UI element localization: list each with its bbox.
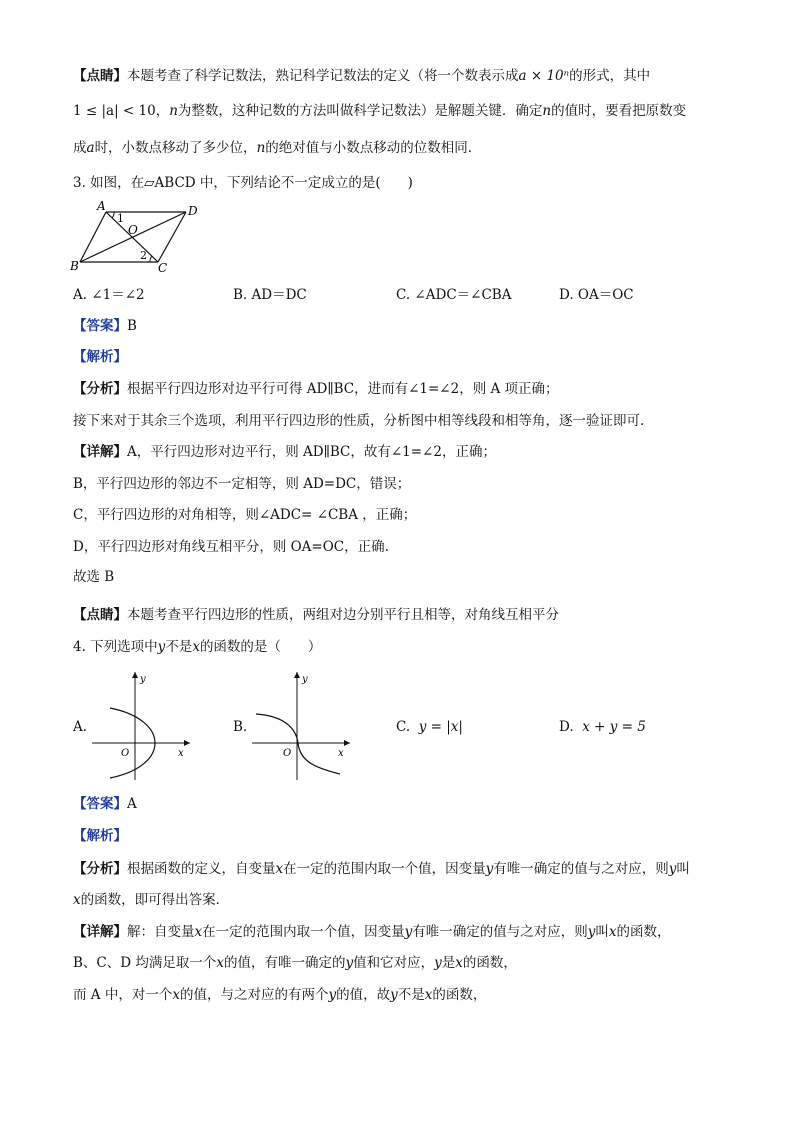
- edge-dc: [158, 212, 186, 262]
- q3-detail-2: B，平行四边形的邻边不一定相等，则 AD=DC，错误；: [73, 476, 411, 492]
- graph-a-origin: O: [121, 748, 130, 759]
- q4-fenxi-1: 【分析】根据函数的定义，自变量x在一定的范围内取一个值，因变量y有唯一确定的值与之对应，则y叫: [73, 861, 690, 877]
- q4-answer: 【答案】A: [73, 796, 137, 812]
- q4-option-c: C. y = |x|: [396, 719, 463, 735]
- q4-detail-1: 【详解】解：自变量x在一定的范围内取一个值，因变量y有唯一确定的值与之对应，则y叫x的函数，: [73, 924, 671, 940]
- angle-1-arc: [112, 212, 114, 218]
- q4-fenxi-2: x的函数，即可得出答案．: [73, 892, 230, 908]
- label-o: O: [128, 223, 138, 237]
- q4-option-a-label: A.: [73, 719, 88, 735]
- label-c: C: [158, 261, 168, 275]
- graph-a-x-arrow: [184, 740, 190, 746]
- q3-fenxi-1: 【分析】根据平行四边形对边平行可得 AD∥BC，进而有∠1=∠2，则 A 项正确；: [73, 381, 559, 397]
- angle-2-arc: [150, 256, 152, 262]
- graph-b-origin: O: [283, 748, 292, 759]
- q3-answer: 【答案】B: [73, 318, 137, 334]
- label-angle-1: 1: [117, 212, 124, 225]
- graph-b-curve: [256, 714, 340, 774]
- graph-b-x-label: x: [338, 748, 344, 759]
- q3-detail-5: 故选 B: [73, 569, 115, 585]
- diagonal-bd: [80, 212, 186, 262]
- label-d: D: [188, 204, 198, 218]
- q3-option-c: C. ∠ADC＝∠CBA: [396, 287, 512, 303]
- label-b: B: [70, 259, 79, 273]
- q3-jiexi-tag: 【解析】: [73, 349, 127, 365]
- dianjing-line-3: 成a时，小数点移动了多少位，n的绝对值与小数点移动的位数相同．: [73, 140, 482, 156]
- parallelogram-figure: [68, 198, 208, 276]
- q4-option-d: D. x + y = 5: [559, 719, 646, 735]
- q3-fenxi-2: 接下来对于其余三个选项，利用平行四边形的性质，分析图中相等线段和相等角，逐一验证即可.: [73, 413, 645, 429]
- q4-graph-b: [250, 668, 356, 782]
- q4-option-b-label: B.: [233, 719, 248, 735]
- graph-a-y-label: y: [140, 674, 146, 685]
- label-angle-2: 2: [140, 249, 147, 262]
- q3-option-b: B. AD＝DC: [233, 287, 307, 303]
- q3-detail-1: 【详解】A，平行四边形对边平行，则 AD∥BC，故有∠1=∠2，正确；: [73, 444, 496, 460]
- graph-b-y-arrow: [294, 672, 300, 678]
- q3-detail-4: D，平行四边形对角线互相平分，则 OA=OC，正确.: [73, 539, 389, 555]
- q4-jiexi-tag: 【解析】: [73, 828, 127, 844]
- q4-graph-a: [90, 668, 196, 782]
- dianjing-line-1: 【点睛】本题考查了科学记数法，熟记科学记数法的定义（将一个数表示成a × 10ⁿ的形式，其中: [73, 68, 651, 84]
- graph-a-y-arrow: [132, 672, 138, 678]
- q4-detail-2: B、C、D 均满足取一个x的值，有唯一确定的y值和它对应，y是x的函数，: [73, 955, 517, 971]
- q4-detail-3: 而 A 中，对一个x的值，与之对应的有两个y的值，故y不是x的函数，: [73, 987, 487, 1003]
- q3-dianjing: 【点睛】本题考查平行四边形的性质，两组对边分别平行且相等，对角线互相平分: [73, 607, 559, 623]
- q3-option-d: D. OA＝OC: [559, 287, 634, 303]
- q3-option-a: A. ∠1＝∠2: [73, 287, 145, 303]
- label-a: A: [97, 199, 106, 213]
- dianjing-line-2: 1 ≤ |a| < 10，n为整数，这种记数的方法叫做科学记数法）是解题关键．确定n的值时，要看把原数变: [73, 103, 687, 119]
- q4-stem: 4. 下列选项中y不是x的函数的是（ ）: [73, 639, 322, 655]
- edge-ab: [80, 212, 106, 262]
- graph-b-y-label: y: [302, 674, 308, 685]
- dianjing-tag: 【点睛】: [73, 68, 127, 84]
- graph-a-x-label: x: [178, 748, 184, 759]
- graph-b-x-arrow: [344, 740, 350, 746]
- q3-detail-3: C，平行四边形的对角相等，则∠ADC= ∠CBA ，正确；: [73, 507, 417, 523]
- q3-stem: 3. 如图，在▱ABCD 中，下列结论不一定成立的是( ): [73, 175, 413, 191]
